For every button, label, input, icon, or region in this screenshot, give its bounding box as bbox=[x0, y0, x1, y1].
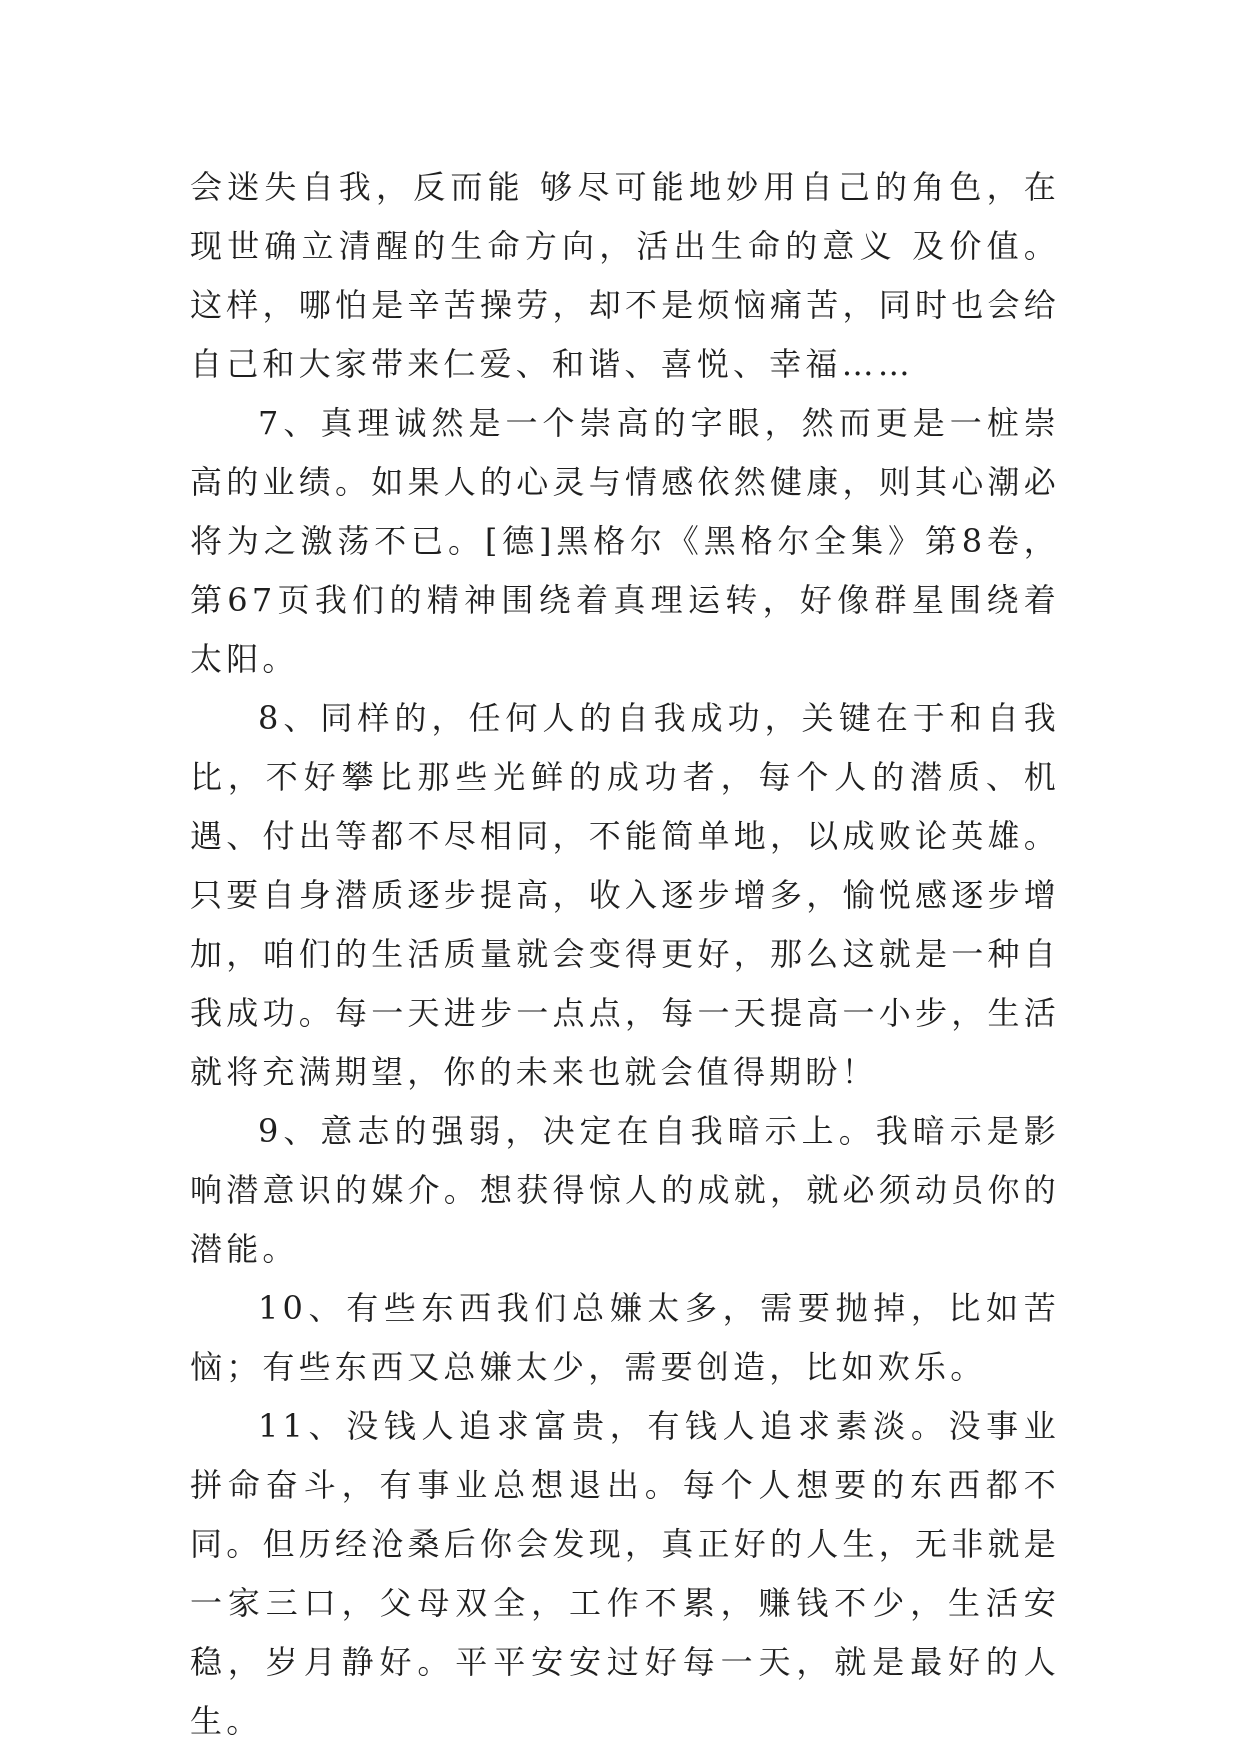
paragraph-item-9: 9、意志的强弱，决定在自我暗示上。我暗示是影响潜意识的媒介。想获得惊人的成就，就必须动员你的潜能。 bbox=[190, 1112, 1060, 1268]
paragraph-item-7: 7、真理诚然是一个崇高的字眼，然而更是一桩崇高的业绩。如果人的心灵与情感依然健康，则其心潮必将为之激荡不已。[德]黑格尔《黑格尔全集》第8卷，第67页我们的精神围绕着真理运转，好像群星围绕着太阳。 bbox=[190, 404, 1060, 678]
paragraph-item-10: 10、有些东西我们总嫌太多，需要抛掉，比如苦恼；有些东西又总嫌太少，需要创造，比如欢乐。 bbox=[190, 1289, 1060, 1386]
paragraph-continuation: 会迷失自我，反而能 够尽可能地妙用自己的角色，在现世确立清醒的生命方向，活出生命的意义 及价值。这样，哪怕是辛苦操劳，却不是烦恼痛苦，同时也会给自己和大家带来仁爱、和谐、喜悦、幸福…… bbox=[190, 168, 1060, 383]
paragraph-item-8: 8、同样的，任何人的自我成功，关键在于和自我比，不好攀比那些光鲜的成功者，每个人的潜质、机遇、付出等都不尽相同，不能简单地，以成败论英雄。只要自身潜质逐步提高，收入逐步增多，愉悦感逐步增加，咱们的生活质量就会变得更好，那么这就是一种自我成功。每一天进步一点点，每一天提高一小步，生活就将充满期望，你的未来也就会值得期盼！ bbox=[190, 699, 1060, 1091]
document-body bbox=[190, 158, 1060, 1751]
paragraph-item-11: 11、没钱人追求富贵，有钱人追求素淡。没事业拼命奋斗，有事业总想退出。每个人想要的东西都不同。但历经沧桑后你会发现，真正好的人生，无非就是一家三口，父母双全，工作不累，赚钱不少，生活安稳，岁月静好。平平安安过好每一天，就是最好的人生。 bbox=[190, 1407, 1060, 1740]
